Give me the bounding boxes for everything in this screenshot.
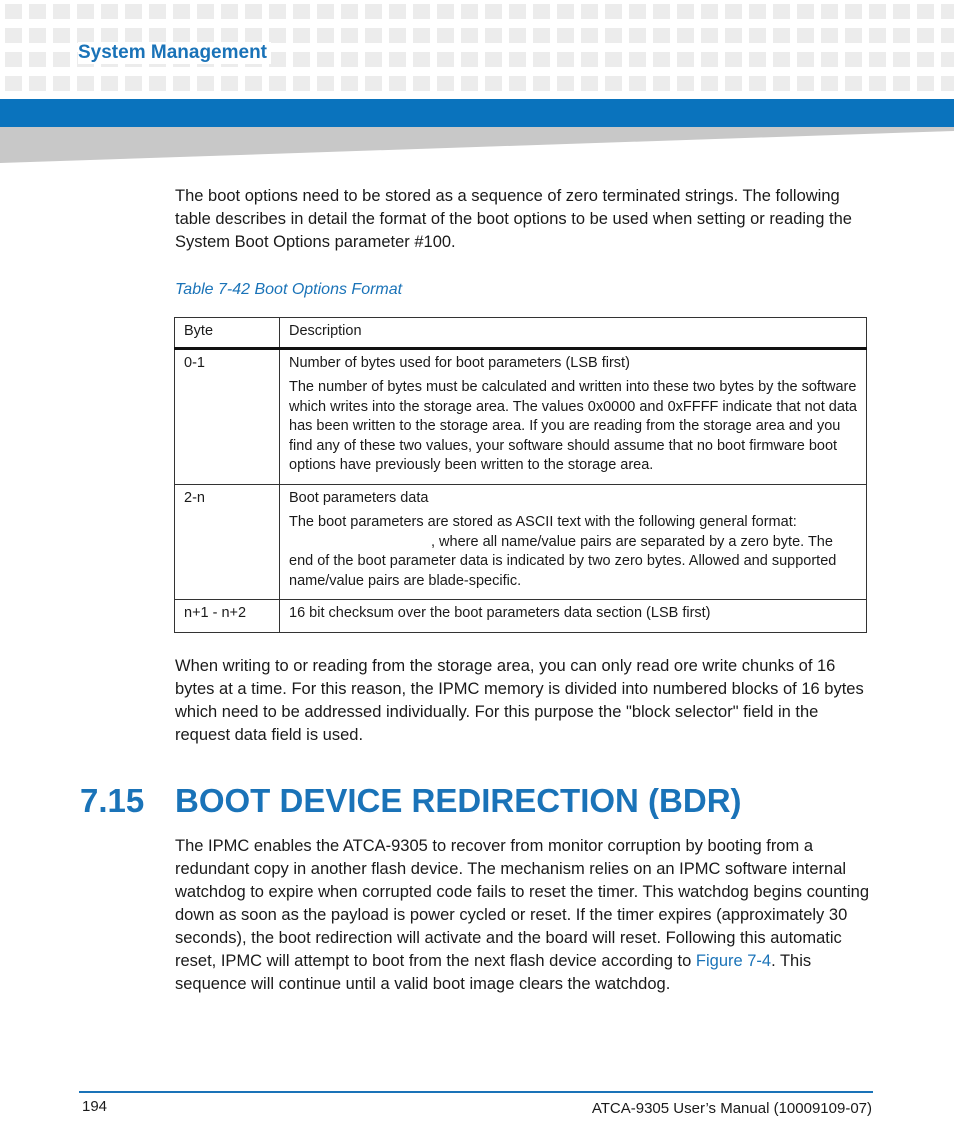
header-square bbox=[773, 52, 790, 67]
row-byte: 2-n bbox=[175, 484, 280, 600]
header-square bbox=[485, 52, 502, 67]
header-square bbox=[869, 76, 886, 91]
header-square bbox=[485, 28, 502, 43]
header-square bbox=[629, 76, 646, 91]
header-square bbox=[797, 76, 814, 91]
header-square bbox=[533, 4, 550, 19]
header-square bbox=[749, 4, 766, 19]
header-square bbox=[269, 76, 286, 91]
header-square bbox=[293, 52, 310, 67]
row-description bbox=[280, 484, 867, 600]
header-square bbox=[893, 4, 910, 19]
header-square bbox=[461, 4, 478, 19]
bdr-text-before: The IPMC enables the ATCA-9305 to recover from monitor corruption by booting from a redundant copy in another flash device. The mechanism relies on an IPMC software internal watchdog to expire when corrupted code fails to reset the timer. This watchdog begins counting down as soon as the payload is power cycled or reset. If the timer expires (approximately 30 seconds), the boot redirection will activate and the board will reset. Following this automatic reset, IPMC will attempt to boot from the next flash device according to bbox=[175, 837, 870, 970]
header-square bbox=[605, 76, 622, 91]
row-desc-title: 16 bit checksum over the boot parameters data section (LSB first) bbox=[289, 605, 711, 621]
header-square bbox=[413, 28, 430, 43]
header-square bbox=[509, 4, 526, 19]
header-square bbox=[197, 76, 214, 91]
header-square bbox=[725, 28, 742, 43]
header-square bbox=[341, 4, 358, 19]
header-square bbox=[605, 4, 622, 19]
header-square bbox=[581, 52, 598, 67]
header-square bbox=[941, 52, 954, 67]
header-square bbox=[581, 4, 598, 19]
header-square bbox=[29, 28, 46, 43]
header-square bbox=[125, 4, 142, 19]
table-header-row bbox=[175, 318, 867, 349]
bdr-text-after: . This sequence will continue until a valid boot image clears the watchdog. bbox=[175, 952, 812, 993]
header-square bbox=[317, 76, 334, 91]
header-square bbox=[389, 52, 406, 67]
header-square bbox=[725, 76, 742, 91]
header-square bbox=[653, 76, 670, 91]
header-square bbox=[845, 76, 862, 91]
storage-paragraph: When writing to or reading from the storage area, you can only read ore write chunks of 16 bytes at a time. For this reason, the IPMC memory is divided into numbered blocks of 16 bytes which need to be addressed individually. For this purpose the "block selector" field in the request data field is used. bbox=[175, 657, 864, 744]
header-square bbox=[629, 52, 646, 67]
header-square bbox=[413, 4, 430, 19]
header-square bbox=[29, 76, 46, 91]
header-square bbox=[173, 28, 190, 43]
header-square bbox=[5, 4, 22, 19]
figure-link[interactable]: Figure 7-4 bbox=[695, 952, 772, 970]
header-square bbox=[269, 28, 286, 43]
header-square bbox=[869, 52, 886, 67]
row-desc-body-cont bbox=[289, 533, 857, 592]
table-row bbox=[175, 348, 867, 484]
header-square bbox=[197, 28, 214, 43]
header-square bbox=[509, 28, 526, 43]
header-square bbox=[341, 76, 358, 91]
header-square bbox=[773, 28, 790, 43]
header-square bbox=[293, 4, 310, 19]
header-square bbox=[485, 76, 502, 91]
header-square bbox=[5, 76, 22, 91]
header-square bbox=[365, 52, 382, 67]
header-square bbox=[365, 4, 382, 19]
row-desc-title: Boot parameters data bbox=[289, 489, 429, 506]
header-square bbox=[269, 52, 286, 67]
header-square bbox=[125, 28, 142, 43]
header-square bbox=[725, 52, 742, 67]
header-square bbox=[413, 76, 430, 91]
header-square bbox=[821, 28, 838, 43]
header-square bbox=[725, 4, 742, 19]
header-square bbox=[629, 28, 646, 43]
header-square bbox=[797, 52, 814, 67]
header-square bbox=[101, 76, 118, 91]
header-square bbox=[557, 4, 574, 19]
header-square bbox=[845, 52, 862, 67]
header-square bbox=[341, 52, 358, 67]
header-square bbox=[173, 4, 190, 19]
bdr-paragraph bbox=[175, 835, 875, 996]
header-square bbox=[221, 76, 238, 91]
header-square bbox=[677, 76, 694, 91]
footer-doc-title: ATCA-9305 User’s Manual (10009109-07) bbox=[591, 1100, 872, 1117]
header-square bbox=[605, 28, 622, 43]
header-square bbox=[461, 28, 478, 43]
row-description bbox=[280, 348, 867, 484]
table-row bbox=[175, 600, 867, 633]
header-square bbox=[197, 4, 214, 19]
header-square bbox=[437, 52, 454, 67]
header-square bbox=[749, 28, 766, 43]
header-square bbox=[77, 4, 94, 19]
header-square bbox=[581, 28, 598, 43]
header-square bbox=[941, 28, 954, 43]
header-square bbox=[437, 28, 454, 43]
header-square bbox=[821, 52, 838, 67]
header-square bbox=[245, 76, 262, 91]
row-description bbox=[280, 600, 867, 633]
header-byte: Byte bbox=[175, 318, 280, 349]
header-square bbox=[845, 4, 862, 19]
header-square bbox=[461, 52, 478, 67]
header-square bbox=[29, 4, 46, 19]
header-square bbox=[797, 4, 814, 19]
running-header: System Management bbox=[78, 42, 271, 64]
header-blue-bar bbox=[0, 99, 954, 127]
header-square bbox=[221, 4, 238, 19]
header-square bbox=[701, 4, 718, 19]
header-square bbox=[317, 52, 334, 67]
header-square bbox=[125, 76, 142, 91]
header-square bbox=[101, 4, 118, 19]
section-number: 7.15 bbox=[80, 782, 145, 819]
header-square bbox=[149, 76, 166, 91]
row-desc-body: The number of bytes must be calculated and written into these two bytes by the software which writes into the storage area. The values 0x0000 and 0xFFFF indicate that not data has been written to the storage area. If you are reading from the storage area and you find any of these two values, your software should assume that no boot firmware boot options have previously been written to the storage area. bbox=[289, 379, 857, 473]
header-square bbox=[389, 76, 406, 91]
header-square bbox=[149, 4, 166, 19]
row-byte: n+1 - n+2 bbox=[175, 600, 280, 633]
row-desc-body2: , where all name/value pairs are separated by a zero byte. The end of the boot parameter data is indicated by two zero bytes. Allowed and supported name/value pairs are blade-specific. bbox=[289, 533, 837, 589]
header-square bbox=[557, 28, 574, 43]
header-square bbox=[53, 28, 70, 43]
header-square bbox=[245, 28, 262, 43]
header-square bbox=[701, 28, 718, 43]
header-square bbox=[293, 28, 310, 43]
table-caption: Table 7-42 Boot Options Format bbox=[175, 281, 403, 298]
header-square bbox=[317, 4, 334, 19]
header-square bbox=[221, 28, 238, 43]
header-square bbox=[917, 76, 934, 91]
header-square bbox=[677, 4, 694, 19]
header-square bbox=[941, 4, 954, 19]
header-square bbox=[437, 76, 454, 91]
header-square bbox=[485, 4, 502, 19]
header-square bbox=[101, 28, 118, 43]
header-square bbox=[701, 76, 718, 91]
header-gray-wedge bbox=[0, 127, 954, 163]
header-square bbox=[269, 4, 286, 19]
header-square bbox=[893, 28, 910, 43]
header-square bbox=[941, 76, 954, 91]
intro-paragraph: The boot options need to be stored as a sequence of zero terminated strings. The following table describes in detail the format of the boot options to be used when setting or reading the System Boot Options parameter #100. bbox=[175, 187, 852, 251]
header-square bbox=[749, 76, 766, 91]
header-square bbox=[533, 28, 550, 43]
header-square bbox=[461, 76, 478, 91]
row-desc-body: The boot parameters are stored as ASCII text with the following general format: bbox=[289, 514, 797, 530]
header-square bbox=[509, 76, 526, 91]
header-square bbox=[77, 28, 94, 43]
header-square bbox=[869, 4, 886, 19]
header-square bbox=[581, 76, 598, 91]
header-square bbox=[53, 4, 70, 19]
boot-options-table bbox=[174, 317, 867, 633]
header-square bbox=[29, 52, 46, 67]
header-square bbox=[677, 52, 694, 67]
header-square bbox=[437, 4, 454, 19]
header-square bbox=[53, 52, 70, 67]
header-square bbox=[605, 52, 622, 67]
header-square bbox=[653, 28, 670, 43]
header-square bbox=[533, 52, 550, 67]
header-square bbox=[749, 52, 766, 67]
header-square bbox=[53, 76, 70, 91]
row-byte: 0-1 bbox=[175, 348, 280, 484]
header-square bbox=[77, 76, 94, 91]
header-square bbox=[365, 28, 382, 43]
row-desc-title: Number of bytes used for boot parameters (LSB first) bbox=[289, 354, 630, 371]
header-square bbox=[293, 76, 310, 91]
page-number: 194 bbox=[82, 1098, 108, 1115]
header-square bbox=[797, 28, 814, 43]
header-square bbox=[677, 28, 694, 43]
header-square bbox=[629, 4, 646, 19]
header-square bbox=[917, 28, 934, 43]
footer-rule bbox=[79, 1091, 873, 1093]
header-square bbox=[845, 28, 862, 43]
header-square bbox=[821, 4, 838, 19]
header-square bbox=[341, 28, 358, 43]
header-square bbox=[413, 52, 430, 67]
header-square bbox=[773, 4, 790, 19]
header-square bbox=[5, 52, 22, 67]
header-square bbox=[701, 52, 718, 67]
header-square bbox=[773, 76, 790, 91]
table-row bbox=[175, 484, 867, 600]
header-square bbox=[5, 28, 22, 43]
header-square bbox=[653, 52, 670, 67]
header-square bbox=[917, 52, 934, 67]
header-square bbox=[821, 76, 838, 91]
section-title: BOOT DEVICE REDIRECTION (BDR) bbox=[175, 782, 742, 819]
header-square bbox=[869, 28, 886, 43]
header-square bbox=[173, 76, 190, 91]
header-square bbox=[557, 76, 574, 91]
header-square bbox=[893, 76, 910, 91]
header-square bbox=[533, 76, 550, 91]
header-square bbox=[149, 28, 166, 43]
header-square bbox=[653, 4, 670, 19]
header-square bbox=[365, 76, 382, 91]
header-square bbox=[509, 52, 526, 67]
header-description: Description bbox=[280, 318, 867, 349]
header-square bbox=[245, 4, 262, 19]
header-square bbox=[389, 28, 406, 43]
header-square bbox=[917, 4, 934, 19]
header-square bbox=[557, 52, 574, 67]
header-square bbox=[893, 52, 910, 67]
header-square bbox=[389, 4, 406, 19]
header-square bbox=[317, 28, 334, 43]
